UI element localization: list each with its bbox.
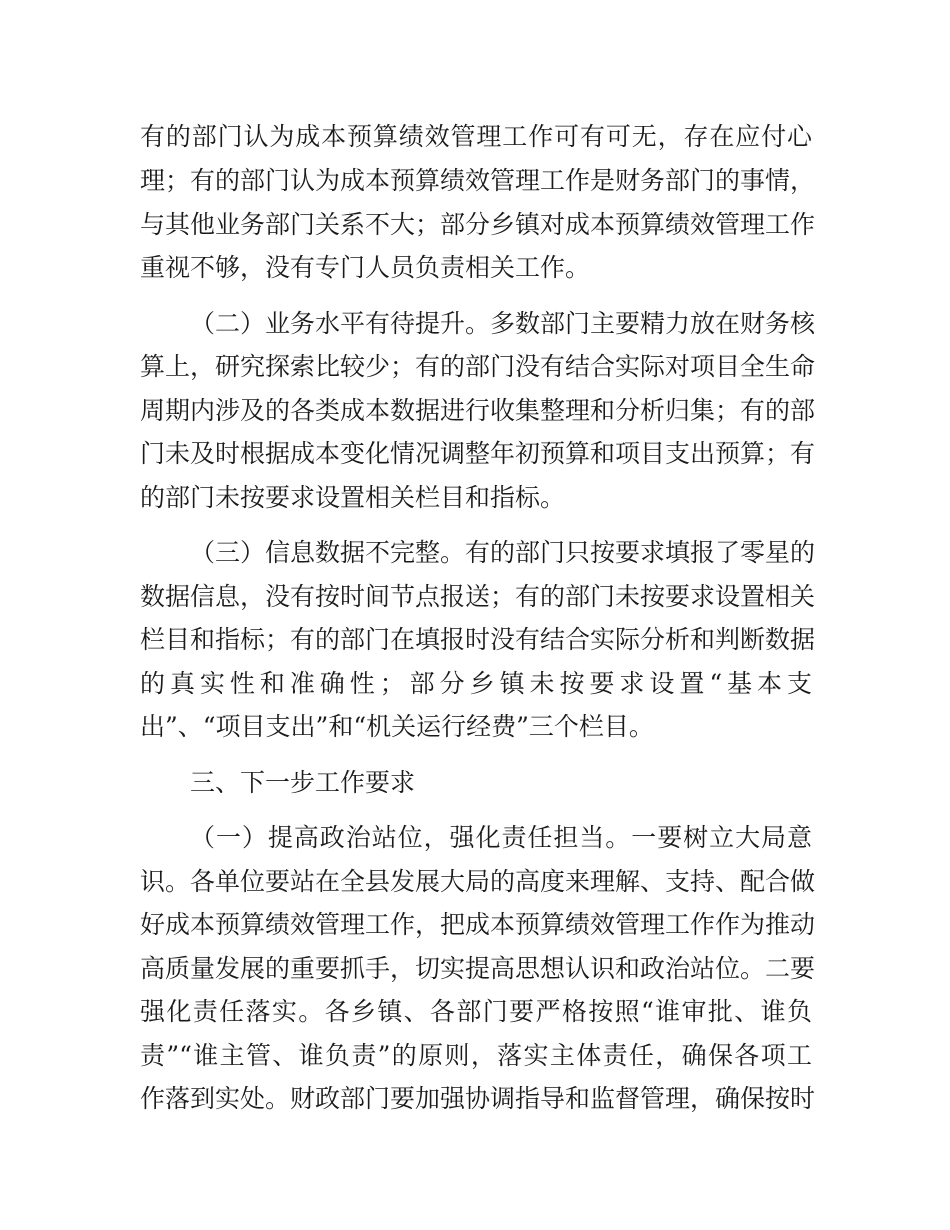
text-line: 周期内涉及的各类成本数据进行收集整理和分析归集；有的部 [140, 396, 816, 425]
text-line: 的真实性和准确性；部分乡镇未按要求设置“基本支 [140, 669, 812, 698]
text-line: 重视不够，没有专门人员负责相关工作。 [140, 253, 591, 282]
text-line: 好成本预算绩效管理工作，把成本预算绩效管理工作作为推动 [140, 910, 816, 939]
paragraph-heading-line: （三）信息数据不完整。有的部门只按要求填报了零星的 [190, 538, 816, 567]
text-line: 强化责任落实。各乡镇、各部门要严格按照“谁审批、谁负 [140, 997, 812, 1026]
text-line: 的部门未按要求设置相关栏目和指标。 [140, 483, 566, 512]
text-line: 数据信息，没有按时间节点报送；有的部门未按要求设置相关 [140, 582, 816, 611]
paragraph-heading-line: （一）提高政治站位，强化责任担当。一要树立大局意 [190, 823, 812, 852]
text-line: 有的部门认为成本预算绩效管理工作可有可无，存在应付心 [140, 122, 812, 151]
text-line: 门未及时根据成本变化情况调整年初预算和项目支出预算；有 [140, 439, 816, 468]
text-line: 出”、“项目支出”和“机关运行经费”三个栏目。 [140, 712, 654, 741]
text-line: 高质量发展的重要抓手，切实提高思想认识和政治站位。二要 [140, 954, 816, 983]
text-line: 作落到实处。财政部门要加强协调指导和监督管理，确保按时 [140, 1084, 816, 1113]
text-line: 理；有的部门认为成本预算绩效管理工作是财务部门的事情， [140, 166, 816, 195]
paragraph-heading-line: （二）业务水平有待提升。多数部门主要精力放在财务核 [190, 309, 816, 338]
text-line: 算上，研究探索比较少；有的部门没有结合实际对项目全生命 [140, 352, 816, 381]
text-line: 与其他业务部门关系不大；部分乡镇对成本预算绩效管理工作 [140, 210, 816, 239]
section-heading: 三、下一步工作要求 [190, 768, 416, 797]
text-line: 识。各单位要站在全县发展大局的高度来理解、支持、配合做 [140, 867, 816, 896]
text-line: 栏目和指标；有的部门在填报时没有结合实际分析和判断数据 [140, 625, 816, 654]
text-line: 责”“谁主管、谁负责”的原则，落实主体责任，确保各项工 [140, 1041, 812, 1070]
